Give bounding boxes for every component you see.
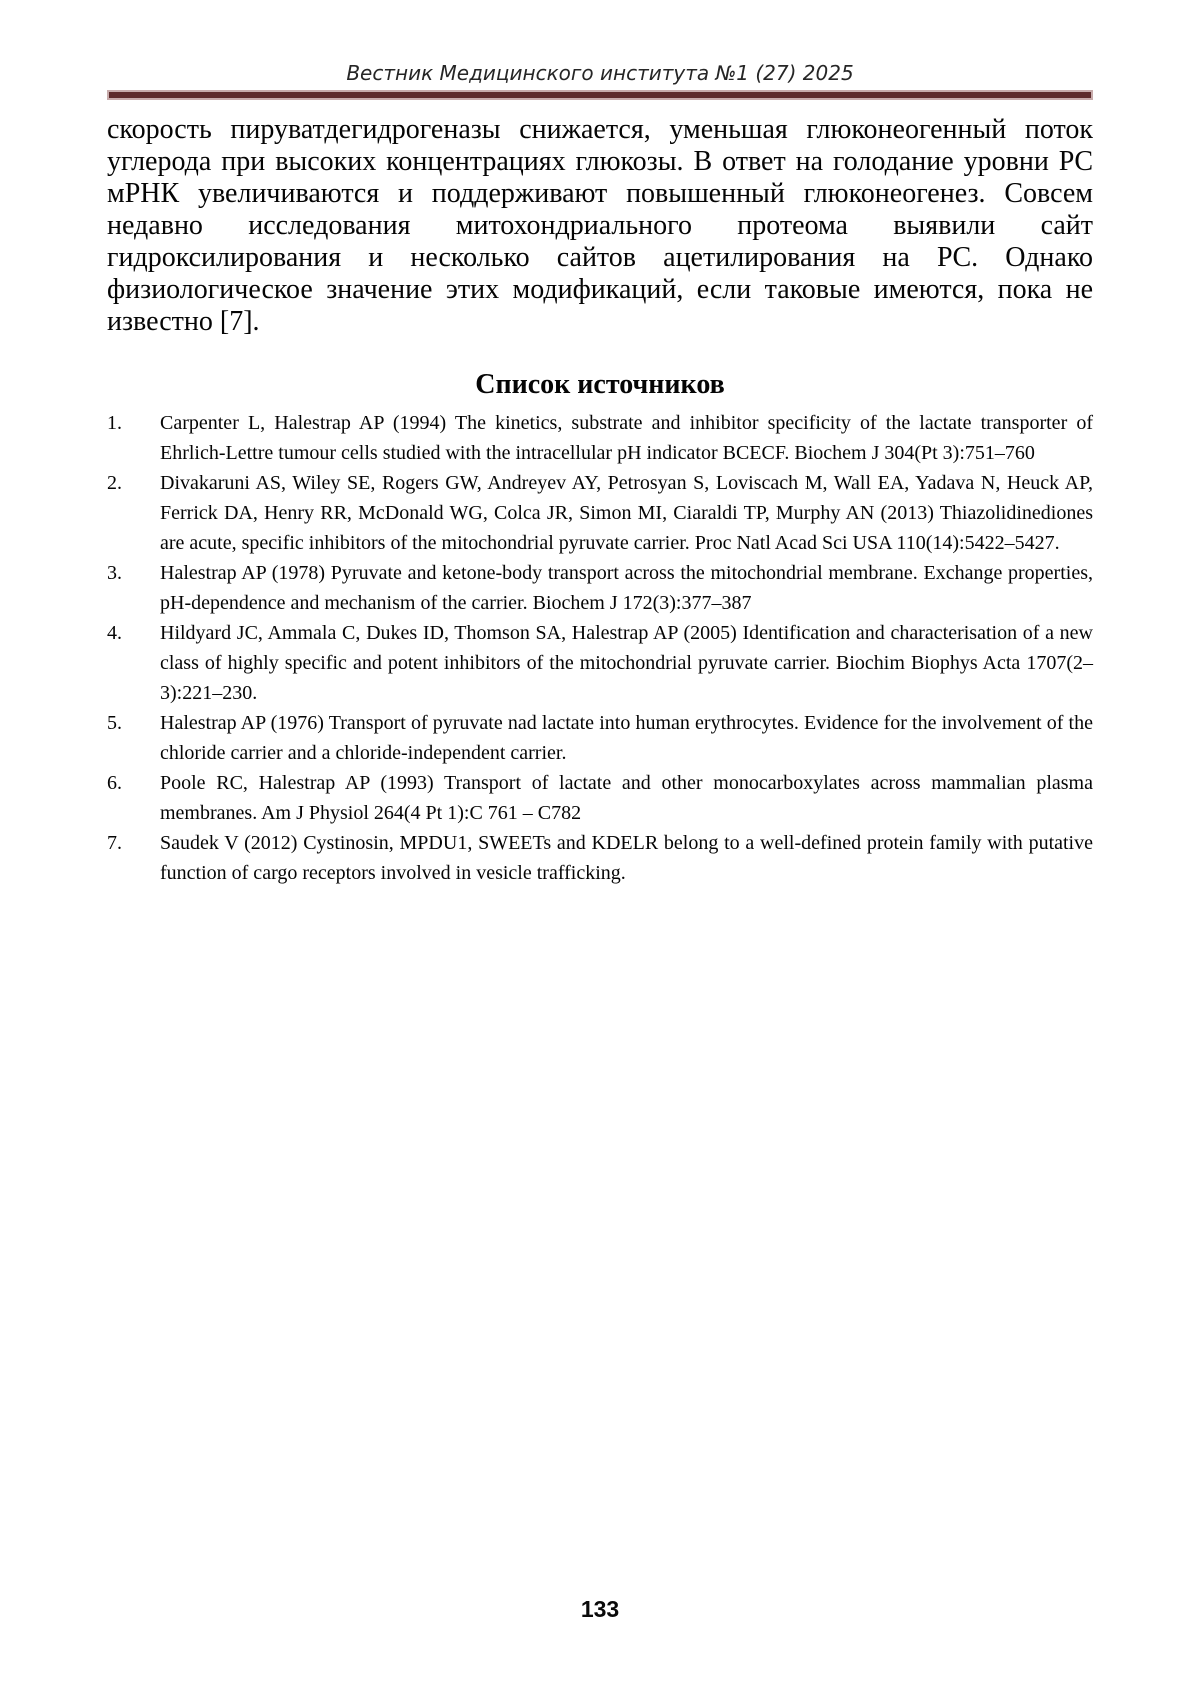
- reference-item: [107, 408, 1093, 468]
- reference-item: [107, 768, 1093, 828]
- references-list: [107, 408, 1093, 888]
- reference-text: Hildyard JC, Ammala C, Dukes ID, Thomson SA, Halestrap AP (2005) Identification and characterisation of a new class of highly specific and potent inhibitors of the mitochondrial pyruvate carrier. Biochim Biophys Acta 1707(2–3):221–230.: [160, 622, 1093, 704]
- reference-number: 4.: [107, 622, 122, 644]
- reference-number: 6.: [107, 772, 122, 794]
- reference-item: [107, 828, 1093, 888]
- reference-number: 3.: [107, 562, 122, 584]
- reference-text: Halestrap AP (1976) Transport of pyruvate nad lactate into human erythrocytes. Evidence for the involvement of the chloride carrier and a chloride-independent carrier.: [160, 712, 1093, 764]
- page-header: [107, 60, 1093, 100]
- journal-header-title: Вестник Медицинского института №1 (27) 2025: [346, 61, 854, 85]
- reference-number: 5.: [107, 712, 122, 734]
- reference-item: [107, 558, 1093, 618]
- header-rule: [107, 90, 1093, 100]
- article-paragraph: скорость пируватдегидрогеназы снижается, уменьшая глюконеогенный поток углерода при высоких концентрациях глюкозы. В ответ на голодание уровни PC мРНК увеличиваются и поддерживают повышенный глюконеогенез. Совсем недавно исследования митохондриального протеома выявили сайт гидроксилирования и несколько сайтов ацетилирования на PC. Однако физиологическое значение этих модификаций, если таковые имеются, пока не известно [7].: [107, 114, 1093, 337]
- page-number: 133: [580, 1596, 620, 1622]
- reference-item: [107, 708, 1093, 768]
- reference-text: Divakaruni AS, Wiley SE, Rogers GW, Andreyev AY, Petrosyan S, Loviscach M, Wall EA, Yadava N, Heuck AP, Ferrick DA, Henry RR, McDonald WG, Colca JR, Simon MI, Ciaraldi TP, Murphy AN (2013) Thiazolidinediones are acute, specific inhibitors of the mitochondrial pyruvate carrier. Proc Natl Acad Sci USA 110(14):5422–5427.: [160, 472, 1093, 554]
- article-body: [107, 114, 1093, 888]
- reference-number: 7.: [107, 832, 122, 854]
- reference-item: [107, 618, 1093, 708]
- references-heading: Список источников: [475, 369, 725, 400]
- reference-text: Carpenter L, Halestrap AP (1994) The kinetics, substrate and inhibitor specificity of the lactate transporter of Ehrlich-Lettre tumour cells studied with the intracellular pH indicator BCECF. Biochem J 304(Pt 3):751–760: [160, 412, 1093, 464]
- reference-item: [107, 468, 1093, 558]
- reference-number: 2.: [107, 472, 122, 494]
- reference-text: Poole RC, Halestrap AP (1993) Transport of lactate and other monocarboxylates across mammalian plasma membranes. Am J Physiol 264(4 Pt 1):C 761 – C782: [160, 772, 1093, 824]
- reference-text: Halestrap AP (1978) Pyruvate and ketone-body transport across the mitochondrial membrane. Exchange properties, pH-dependence and mechanism of the carrier. Biochem J 172(3):377–387: [160, 562, 1093, 614]
- reference-number: 1.: [107, 412, 122, 434]
- reference-text: Saudek V (2012) Cystinosin, MPDU1, SWEETs and KDELR belong to a well-defined protein family with putative function of cargo receptors involved in vesicle trafficking.: [160, 832, 1093, 884]
